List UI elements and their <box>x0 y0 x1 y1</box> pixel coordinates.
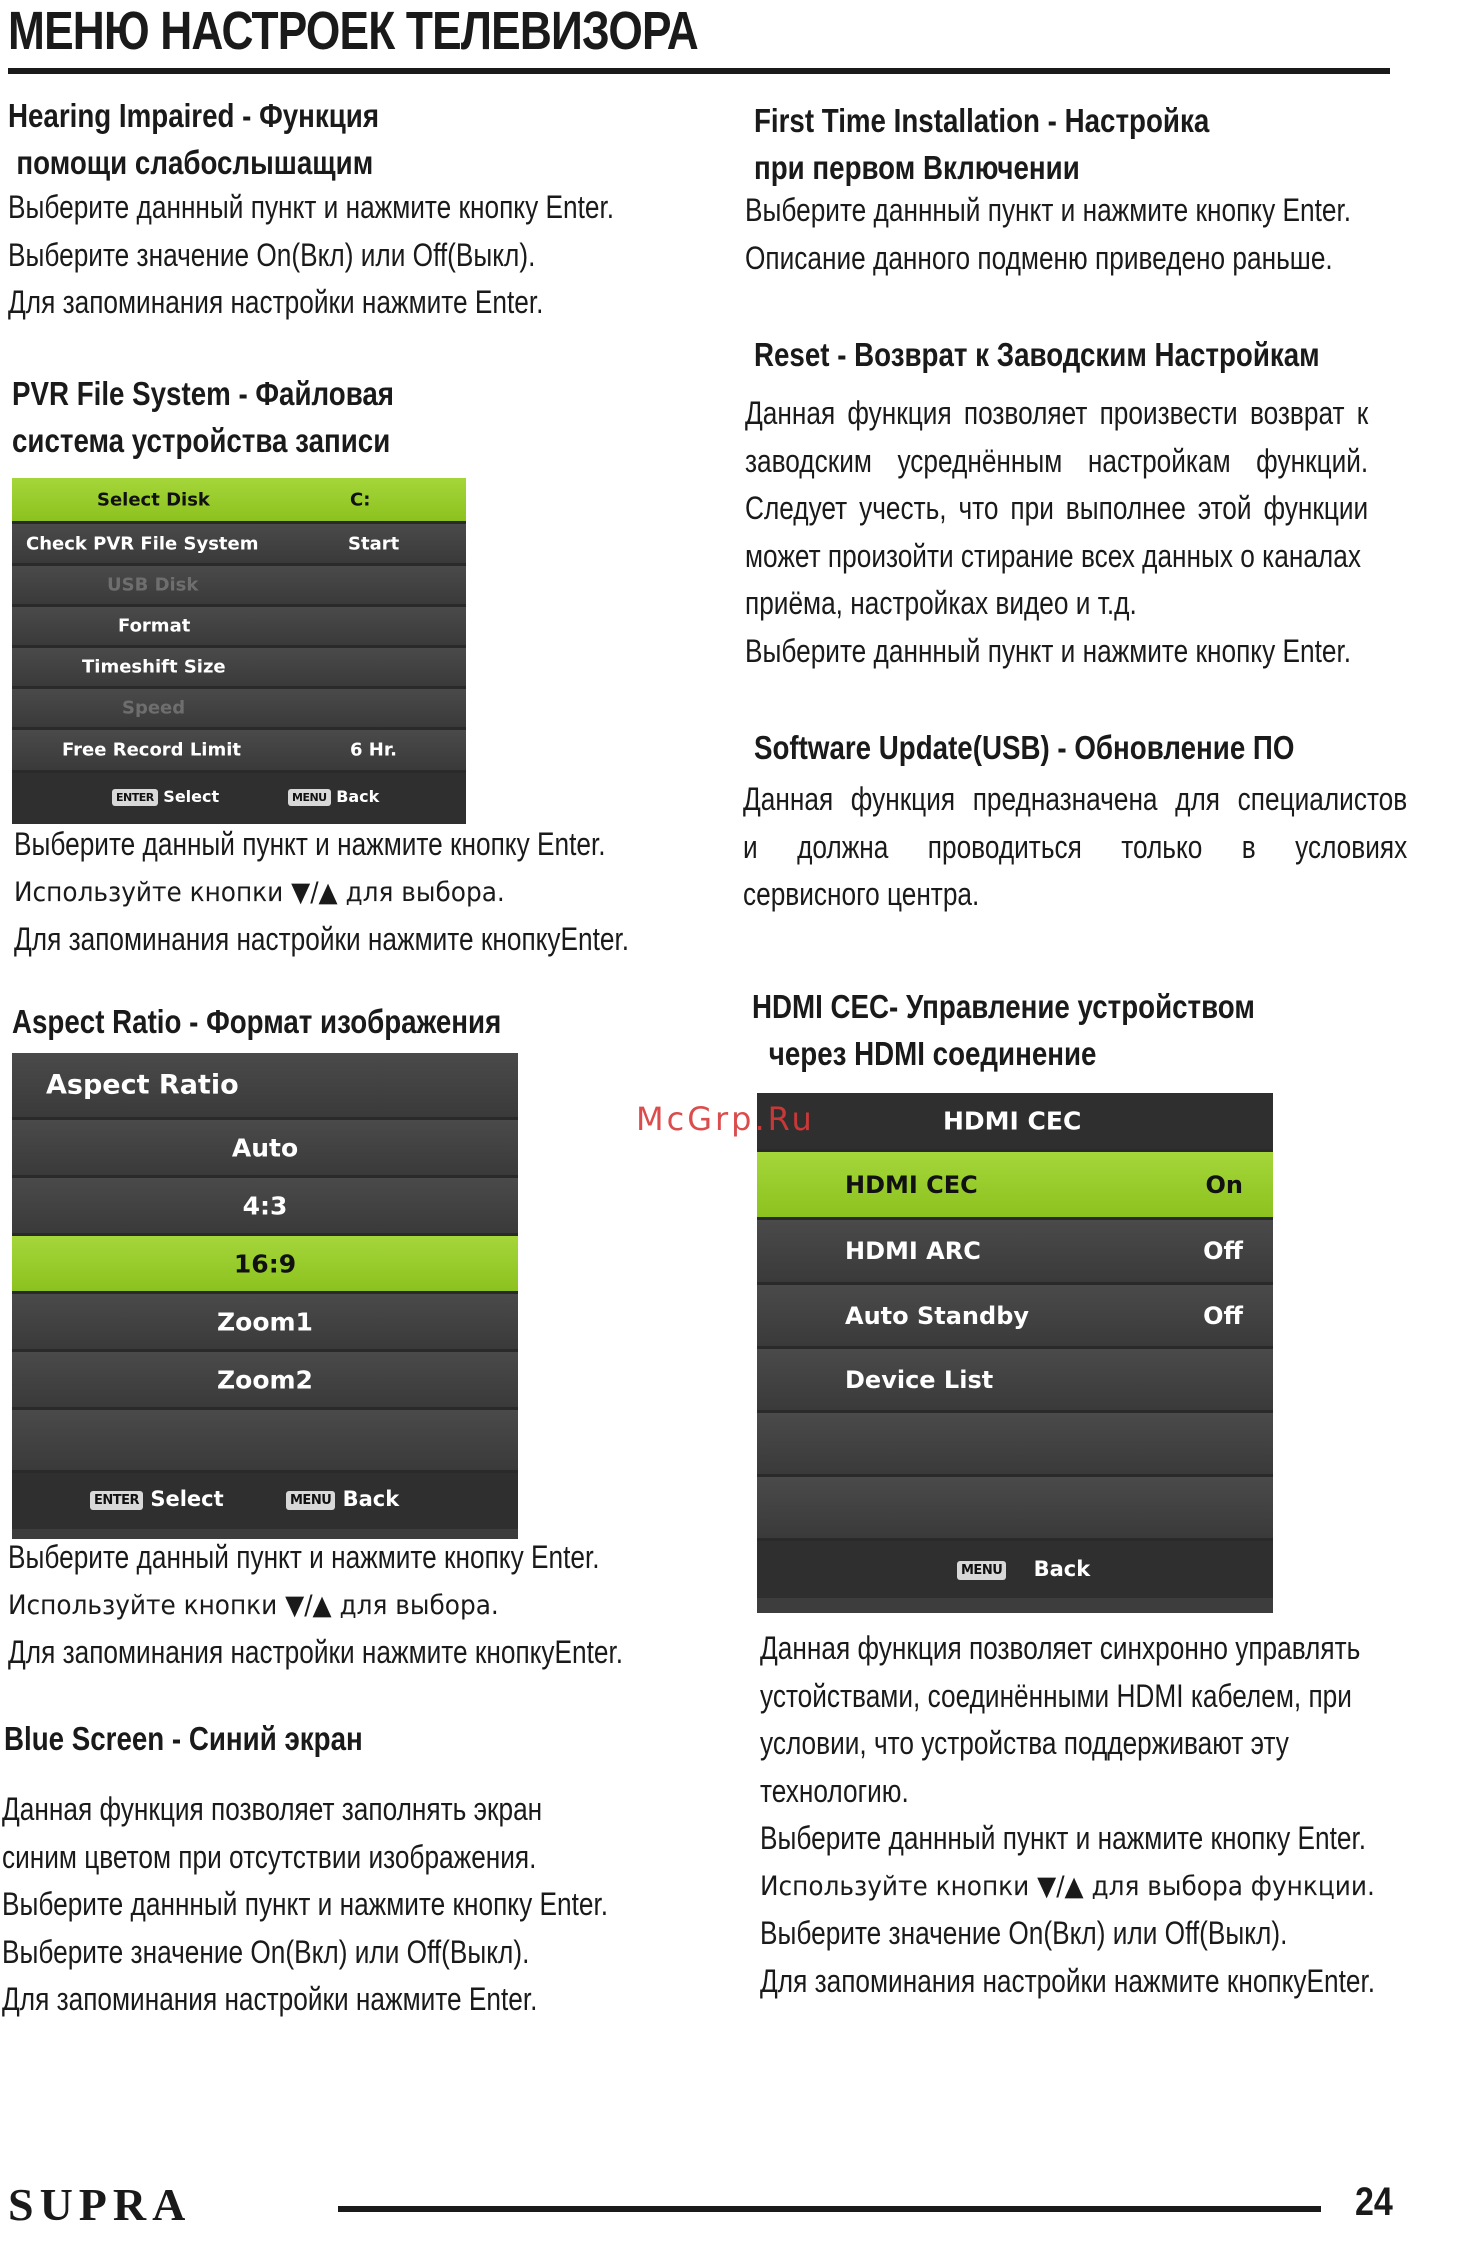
menu-back-hint <box>957 1557 1090 1581</box>
hdmi-empty-row <box>757 1477 1273 1541</box>
pvr-row-select-disk[interactable] <box>12 478 466 524</box>
hdmi-menu-footer <box>757 1541 1273 1598</box>
blue-heading: Blue Screen - Синий экран <box>4 1720 363 1757</box>
option-value: Off <box>1203 1301 1243 1330</box>
row-label: USB Disk <box>107 574 199 596</box>
text-line: Для запоминания настройки нажмите кнопкуEnter. <box>760 1962 1376 1999</box>
text-line: Выберите значение On(Вкл) или Off(Выкл). <box>2 1933 530 1970</box>
brand-logo: SUPRA <box>8 2179 192 2230</box>
option-label: Auto Standby <box>845 1301 1030 1330</box>
pvr-row-check[interactable] <box>12 524 466 566</box>
footer-rule <box>338 2206 1321 2212</box>
text-line: может произойти стирание всех данных о каналах <box>745 537 1361 574</box>
hdmi-menu-title <box>757 1093 1273 1152</box>
text-line: Выберите даннный пункт и нажмите кнопку Enter. <box>2 1886 609 1922</box>
text-line: Выберите даннный пункт и нажмите кнопку Enter. <box>760 1820 1367 1856</box>
option-label: Zoom2 <box>217 1365 313 1394</box>
pvr-row-format[interactable] <box>12 607 466 648</box>
option-label: Auto <box>231 1133 299 1162</box>
row-label: Timeshift Size <box>82 656 226 678</box>
pvr-row-timeshift[interactable] <box>12 648 466 689</box>
text-line: Данная функция позволяет произвести возврат к <box>745 395 1369 431</box>
text-line: Данная функция позволяет синхронно управлять <box>760 1630 1361 1666</box>
text-line: Данная функция предназначена для специалистов <box>743 781 1408 817</box>
hearing-heading-line: Hearing Impaired - Функция <box>8 97 380 134</box>
hdmi-heading-line: через HDMI соединение <box>768 1035 1097 1072</box>
aspect-items <box>12 1120 518 1473</box>
hearing-text <box>8 184 614 327</box>
menu-title: HDMI CEC <box>943 1106 1082 1136</box>
text-line: приёма, настройках видео и т.д. <box>745 585 1137 621</box>
pvr-row-usb-disk <box>12 566 466 607</box>
text-line: Выберите даннный пункт и нажмите кнопку Enter. <box>745 192 1352 228</box>
software-text <box>743 776 1407 919</box>
aspect-menu <box>12 1053 518 1539</box>
aspect-empty-row <box>12 1410 518 1473</box>
menu-back-hint <box>286 1487 399 1511</box>
enter-key-icon: ENTER <box>112 789 158 806</box>
row-label: Select Disk <box>97 489 210 510</box>
text-line: технологию. <box>760 1772 909 1809</box>
hdmi-heading <box>752 983 1255 1077</box>
aspect-heading: Aspect Ratio - Формат изображения <box>12 1003 502 1040</box>
page-title: МЕНЮ НАСТРОЕК ТЕЛЕВИЗОРА <box>8 1 698 61</box>
aspect-option[interactable] <box>12 1236 518 1294</box>
pvr-menu <box>12 478 466 824</box>
text-line: Выберите даннный пункт и нажмите кнопку Enter. <box>8 189 615 225</box>
text-line: синим цветом при отсутствии изображения. <box>2 1838 537 1875</box>
title-rule <box>8 68 1390 74</box>
page-number: 24 <box>1355 2180 1393 2224</box>
text-line: Для запоминания настройки нажмите кнопкуEnter. <box>8 1634 624 1670</box>
aspect-menu-footer <box>12 1473 518 1529</box>
hearing-heading-line: помощи слабослышащим <box>16 144 374 181</box>
text-line: Следует учесть, что при выполнее этой функции <box>745 490 1369 526</box>
reset-text <box>745 390 1368 675</box>
row-value: C: <box>350 489 371 510</box>
hdmi-text <box>760 1625 1375 2005</box>
aspect-option[interactable] <box>12 1178 518 1236</box>
menu-key-icon: MENU <box>288 789 331 806</box>
text-line: Данная функция позволяет заполнять экран <box>2 1791 543 1827</box>
hdmi-option[interactable] <box>757 1349 1273 1413</box>
text-line: Для запоминания настройки нажмите Enter. <box>8 284 544 320</box>
text-line: Используйте кнопки ▼/▲ для выбора. <box>8 1589 499 1621</box>
blue-text <box>2 1786 608 2024</box>
menu-back-hint <box>288 787 379 806</box>
hdmi-rows <box>757 1152 1273 1541</box>
text-line: Для запоминания настройки нажмите Enter. <box>2 1981 538 2017</box>
first-text <box>745 187 1351 282</box>
hearing-heading <box>8 92 379 186</box>
text-line: Используйте кнопки ▼/▲ для выбора. <box>14 876 505 908</box>
hdmi-heading-line: HDMI CEC- Управление устройством <box>752 988 1255 1025</box>
row-label: Format <box>118 615 191 637</box>
menu-key-icon: MENU <box>957 1561 1006 1580</box>
aspect-option[interactable] <box>12 1294 518 1352</box>
select-label: Select <box>150 1487 224 1511</box>
aspect-option[interactable] <box>12 1352 518 1410</box>
row-value: Start <box>348 533 400 554</box>
text-line: Выберите данный пункт и нажмите кнопку Enter. <box>14 826 606 862</box>
enter-select-hint <box>112 787 219 806</box>
software-heading: Software Update(USB) - Обновление ПО <box>754 729 1295 766</box>
text-line: заводским усреднённым настройкам функций. <box>745 442 1369 479</box>
enter-select-hint <box>90 1487 224 1511</box>
pvr-heading <box>12 370 394 464</box>
option-label: Zoom1 <box>217 1307 313 1336</box>
pvr-heading-line: система устройства записи <box>12 422 391 459</box>
first-heading-line: при первом Включении <box>754 149 1080 186</box>
text-line: Выберите значение On(Вкл) или Off(Выкл). <box>8 236 536 273</box>
option-label: HDMI ARC <box>845 1237 981 1265</box>
option-label: 4:3 <box>242 1191 288 1220</box>
back-label: Back <box>342 1487 400 1511</box>
text-line: Описание данного подменю приведено раньше. <box>745 239 1333 276</box>
hdmi-menu <box>757 1093 1273 1613</box>
option-label: 16:9 <box>233 1249 297 1278</box>
first-heading-line: First Time Installation - Настройка <box>754 102 1210 139</box>
aspect-option[interactable] <box>12 1120 518 1178</box>
pvr-menu-footer <box>12 773 466 824</box>
pvr-row-speed <box>12 689 466 730</box>
select-label: Select <box>163 787 220 806</box>
row-label: Speed <box>122 697 186 719</box>
aspect-text <box>8 1534 623 1677</box>
hdmi-option[interactable] <box>757 1220 1273 1285</box>
menu-title: Aspect Ratio <box>46 1069 239 1101</box>
pvr-row-free-record[interactable] <box>12 730 466 773</box>
text-line: сервисного центра. <box>743 876 980 912</box>
watermark: McGrp.Ru <box>636 1100 815 1138</box>
pvr-text <box>14 821 629 964</box>
hdmi-empty-row <box>757 1413 1273 1477</box>
text-line: Выберите значение On(Вкл) или Off(Выкл). <box>760 1915 1288 1951</box>
pvr-heading-line: PVR File System - Файловая <box>12 375 394 412</box>
option-label: Device List <box>845 1365 994 1394</box>
text-line: Для запоминания настройки нажмите кнопкуEnter. <box>14 921 630 957</box>
reset-heading: Reset - Возврат к Заводским Настройкам <box>754 336 1320 373</box>
enter-key-icon: ENTER <box>90 1491 143 1510</box>
hdmi-option[interactable] <box>757 1285 1273 1349</box>
text-line: условии, что устройства поддерживают эту <box>760 1725 1289 1761</box>
text-line: Выберите данный пункт и нажмите кнопку Enter. <box>8 1539 600 1575</box>
text-line: и должна проводиться только в условиях <box>743 828 1408 865</box>
hdmi-option[interactable] <box>757 1152 1273 1220</box>
row-label: Check PVR File System <box>26 533 259 554</box>
first-heading <box>754 97 1209 191</box>
text-line: устойствами, соединёнными HDMI кабелем, при <box>760 1677 1352 1714</box>
row-label: Free Record Limit <box>62 739 242 761</box>
back-label: Back <box>336 787 380 806</box>
option-value: Off <box>1203 1237 1243 1265</box>
text-line: Используйте кнопки ▼/▲ для выбора функции. <box>760 1870 1375 1902</box>
aspect-menu-title <box>12 1053 518 1120</box>
option-label: HDMI CEC <box>845 1170 978 1199</box>
text-line: Выберите даннный пункт и нажмите кнопку Enter. <box>745 632 1352 669</box>
option-value: On <box>1205 1170 1243 1199</box>
back-label: Back <box>1033 1557 1091 1581</box>
row-value: 6 Hr. <box>350 739 398 761</box>
menu-key-icon: MENU <box>286 1491 335 1510</box>
